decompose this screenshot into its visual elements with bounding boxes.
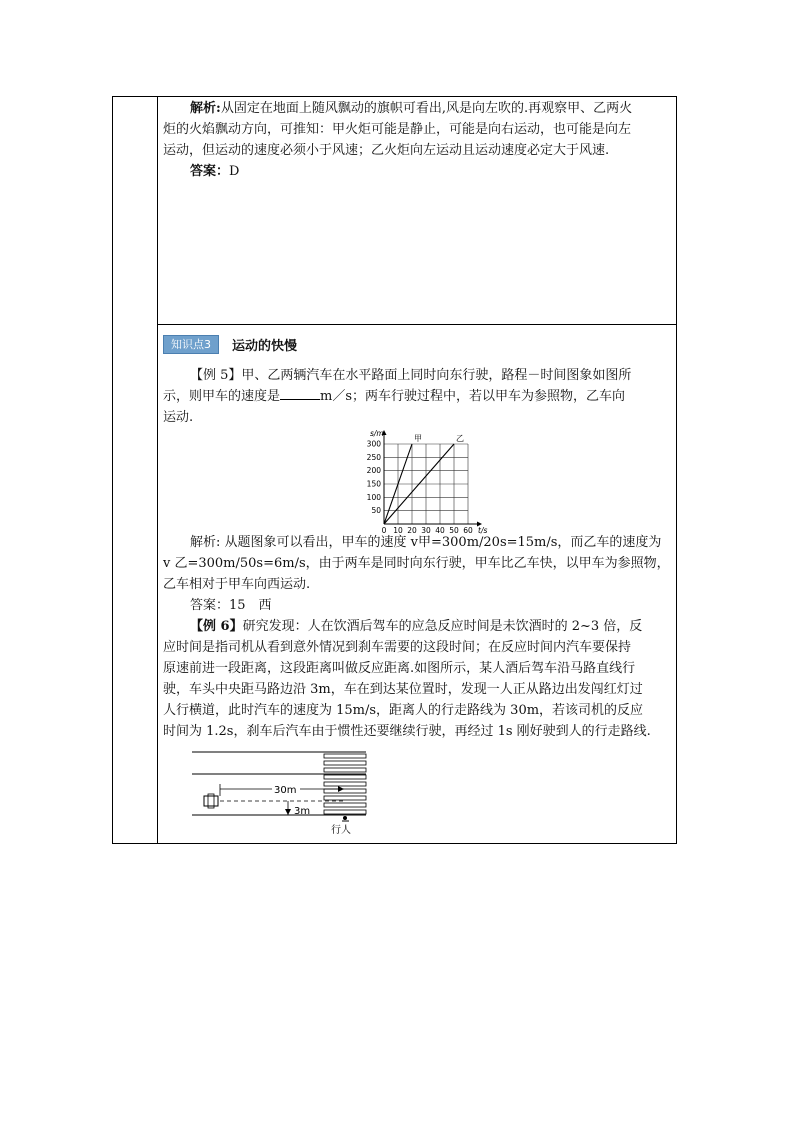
analysis-line-3: 运动，但运动的速度必须小于风速；乙火炬向左运动且运动速度必定大于风速. [163,143,610,158]
table-row-divider [157,324,676,325]
y-tick-label: 250 [366,452,381,462]
x-axis-label: t/s [478,526,488,535]
offset-label: 3m [294,806,311,817]
example6-line-2: 应时间是指司机从看到意外情况到刹车需要的这段时间；在反应时间内汽车要保持 [163,640,632,655]
y-tick-label: 150 [366,479,381,489]
series-label-2: 乙 [456,434,464,443]
x-tick-label: 30 [421,526,431,535]
analysis-line-2: 炬的火焰飘动方向，可推知：甲火炬可能是静止，可能是向右运动，也可能是向左 [163,122,632,137]
distance-label: 30m [274,785,297,796]
example6-line-6: 时间为 1.2s，刹车后汽车由于惯性还要继续行驶，再经过 1s 刚好驶到人的行走路线. [163,724,651,739]
example6-line-4: 驶，车头中央距马路边沿 3m，车在到达某位置时，发现一人正从路边出发闯红灯过 [163,682,643,697]
y-tick-label: 200 [366,466,381,476]
example5-line-1: 【例 5】甲、乙两辆汽车在水平路面上同时向东行驶，路程－时间图象如图所 [190,368,632,383]
example6-line-5: 人行横道，此时汽车的速度为 15m/s，距离人的行走路线为 30m，若该司机的反应 [163,703,644,718]
x-tick-label: 10 [393,526,403,535]
car-icon [204,794,218,808]
x-tick-label: 20 [407,526,417,535]
road-diagram [192,748,372,838]
y-tick-label: 300 [366,439,381,449]
pedestrian-icon [342,816,349,821]
distance-time-chart [360,424,500,536]
example5-analysis-line-1: 解析: 从题图象可以看出，甲车的速度 v甲=300m/20s=15m/s，而乙车的速度为 [190,535,662,550]
crosswalk [324,754,366,814]
pedestrian-label: 行人 [331,825,351,836]
x-tick-label: 40 [435,526,445,535]
example5-line-3: 运动. [163,410,194,425]
example5-line-2: 示，则甲车的速度是 m／s；两车行驶过程中，若以甲车为参照物，乙车向 [163,389,626,404]
example6-line-3: 原速前进一段距离，这段距离叫做反应距离.如图所示，某人酒后驾车沿马路直线行 [163,661,636,676]
answer-blank [280,387,320,400]
example5-answer: 答案：15 西 [190,598,272,613]
knowledge-point-badge: 知识点3 [163,335,219,354]
y-tick-label: 50 [371,506,381,516]
analysis-line-1: 解析:从固定在地面上随风飘动的旗帜可看出,风是向左吹的.再观察甲、乙两火 [190,101,633,116]
x-tick-label: 60 [463,526,473,535]
x-tick-label: 50 [449,526,459,535]
x-tick-label: 0 [381,526,387,535]
section-heading: 运动的快慢 [232,339,298,354]
table-column-divider [157,97,158,843]
y-axis-label: s/m [370,429,384,438]
example5-analysis-line-2: v 乙=300m/50s=6m/s，由于两车是同时向东行驶，甲车比乙车快，以甲车为参照物， [163,556,670,571]
series-label-1: 甲 [414,434,422,443]
y-tick-label: 100 [366,492,381,502]
answer-line: 答案：D [190,164,240,179]
example5-analysis-line-3: 乙车相对于甲车向西运动. [163,577,311,592]
example6-line-1: 【例 6】研究发现：人在饮酒后驾车的应急反应时间是未饮酒时的 2~3 倍，反 [190,619,643,634]
